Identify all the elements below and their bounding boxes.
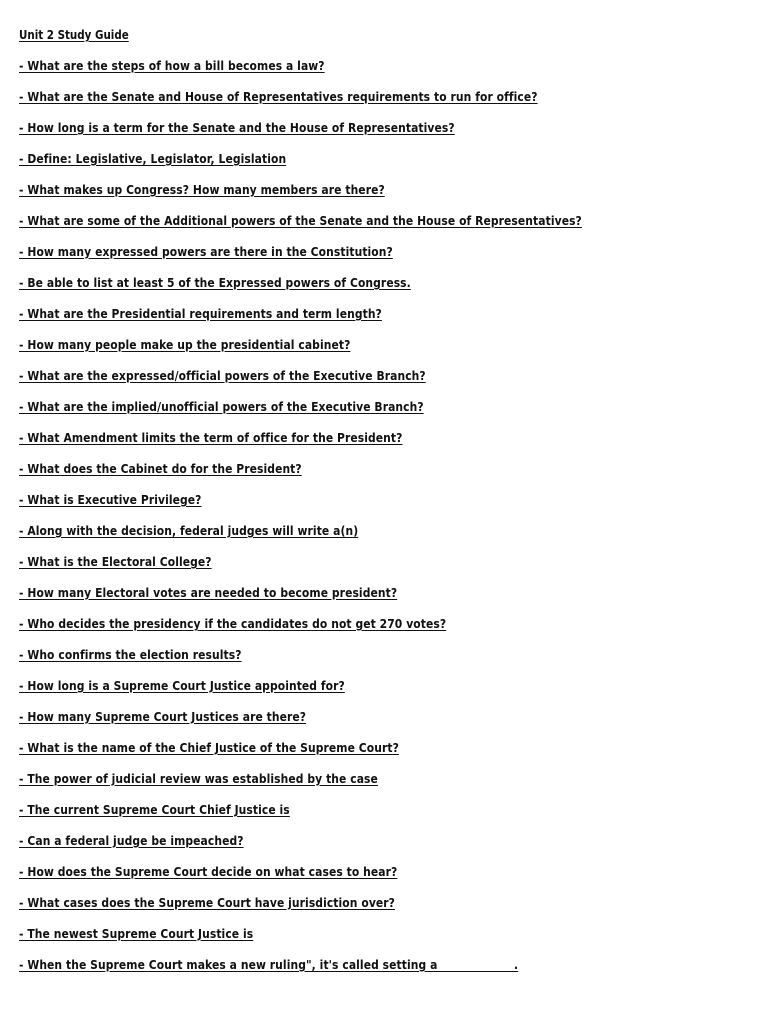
question-item: - What are the expressed/official powers of the Executive Branch? [19,368,426,383]
question-item: - How does the Supreme Court decide on what cases to hear? [19,864,398,879]
question-item: - What Amendment limits the term of office for the President? [19,430,403,445]
question-item: - How many Supreme Court Justices are there? [19,709,307,724]
question-item: - What are the Senate and House of Representatives requirements to run for office? [19,89,538,104]
question-item: - What is Executive Privilege? [19,492,202,507]
question-item: - What is the Electoral College? [19,554,212,569]
question-item: - When the Supreme Court makes a new ruling", it's called setting a . [19,957,519,972]
question-item: - The current Supreme Court Chief Justice is [19,802,290,817]
question-item: - Who confirms the election results? [19,647,242,662]
question-item: - How long is a term for the Senate and the House of Representatives? [19,120,455,135]
question-item: - What are the implied/unofficial powers of the Executive Branch? [19,399,424,414]
question-item: - What makes up Congress? How many members are there? [19,182,385,197]
question-item: - How many Electoral votes are needed to become president? [19,585,398,600]
question-item: - What is the name of the Chief Justice of the Supreme Court? [19,740,399,755]
question-item: - How many people make up the presidential cabinet? [19,337,351,352]
question-item: - What are some of the Additional powers of the Senate and the House of Representatives? [19,213,582,228]
question-item: - What does the Cabinet do for the President? [19,461,302,476]
study-guide-page [19,26,749,987]
question-item: - Define: Legislative, Legislator, Legislation [19,151,287,166]
question-item: - What are the steps of how a bill becomes a law? [19,58,325,73]
question-item: - Who decides the presidency if the candidates do not get 270 votes? [19,616,447,631]
question-item: - The newest Supreme Court Justice is [19,926,254,941]
document-title: Unit 2 Study Guide [19,28,129,42]
question-item: - Along with the decision, federal judges will write a(n) [19,523,359,538]
question-item: - Be able to list at least 5 of the Expressed powers of Congress. [19,275,411,290]
question-item: - Can a federal judge be impeached? [19,833,244,848]
question-item: - The power of judicial review was established by the case [19,771,378,786]
question-item: - What are the Presidential requirements and term length? [19,306,382,321]
question-item: - How many expressed powers are there in the Constitution? [19,244,393,259]
question-list [19,57,749,974]
question-item: - What cases does the Supreme Court have jurisdiction over? [19,895,396,910]
question-item: - How long is a Supreme Court Justice appointed for? [19,678,345,693]
